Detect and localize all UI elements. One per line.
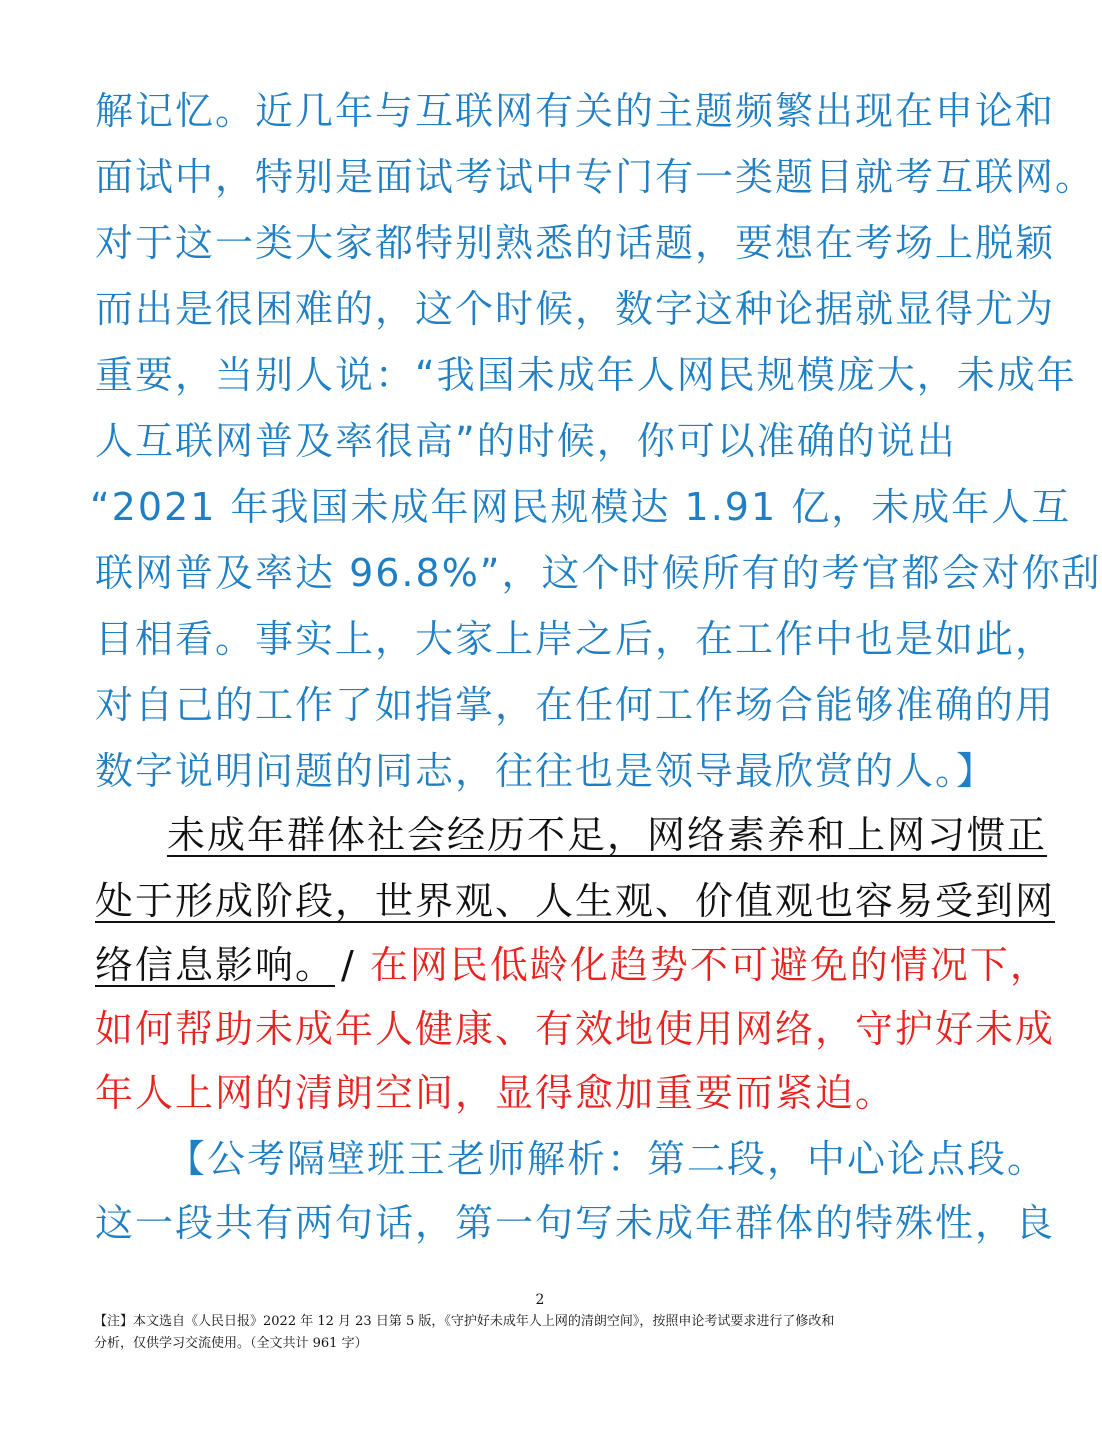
underlined-key-sentence: 处于形成阶段，世界观、人生观、价值观也容易受到网	[95, 879, 1056, 923]
analysis-text-line: 面试中，特别是面试考试中专门有一类题目就考互联网。	[95, 155, 1096, 199]
analysis-text-line: 联网普及率达 96.8%”，这个时候所有的考官都会对你刮	[95, 551, 1102, 595]
analysis-text-line: 数字说明问题的同志，往往也是领导最欣赏的人。】	[95, 749, 997, 793]
analysis-text-line: “2021 年我国未成年网民规模达 1.91 亿，未成年人互	[90, 485, 1072, 529]
article-line	[95, 868, 1056, 934]
sentence-separator: /	[341, 943, 356, 987]
highlighted-central-argument-line: 如何帮助未成年人健康、有效地使用网络，守护好未成	[95, 1007, 1056, 1051]
footnote-line: 【注】本文选自《人民日报》2022 年 12 月 23 日第 5 版，《守护好未成年人上网的清朗空间》，按照申论考试要求进行了修改和	[94, 1314, 835, 1329]
underlined-key-sentence: 未成年群体社会经历不足，网络素养和上网习惯正	[167, 813, 1048, 857]
analysis-text-line: 对于这一类大家都特别熟悉的话题，要想在考场上脱颖	[95, 221, 1056, 265]
analysis-text-line: 对自己的工作了如指掌，在任何工作场合能够准确的用	[95, 683, 1056, 727]
article-line	[95, 802, 1048, 868]
article-line	[95, 932, 1050, 998]
highlighted-central-argument-line: 年人上网的清朗空间，显得愈加重要而紧迫。	[95, 1071, 896, 1115]
highlighted-central-argument: 在网民低龄化趋势不可避免的情况下，	[369, 943, 1050, 987]
underlined-key-sentence: 络信息影响。	[95, 943, 336, 987]
analysis-text-line: 而出是很困难的，这个时候，数字这种论据就显得尤为	[95, 287, 1056, 331]
analysis-text-line: 重要，当别人说：“我国未成年人网民规模庞大，未成年	[95, 353, 1077, 397]
analysis-heading-line: 【公考隔壁班王老师解析：第二段，中心论点段。	[167, 1137, 1048, 1181]
page-number: 2	[535, 1292, 545, 1308]
footnote-line: 分析，仅供学习交流使用。（全文共计 961 字）	[94, 1336, 368, 1351]
analysis-text-line: 人互联网普及率很高”的时候，你可以准确的说出	[95, 419, 957, 463]
analysis-text-line: 目相看。事实上，大家上岸之后，在工作中也是如此，	[95, 617, 1056, 661]
analysis-text-line: 解记忆。近几年与互联网有关的主题频繁出现在申论和	[95, 89, 1056, 133]
analysis-text-line: 这一段共有两句话，第一句写未成年群体的特殊性，良	[95, 1201, 1056, 1245]
